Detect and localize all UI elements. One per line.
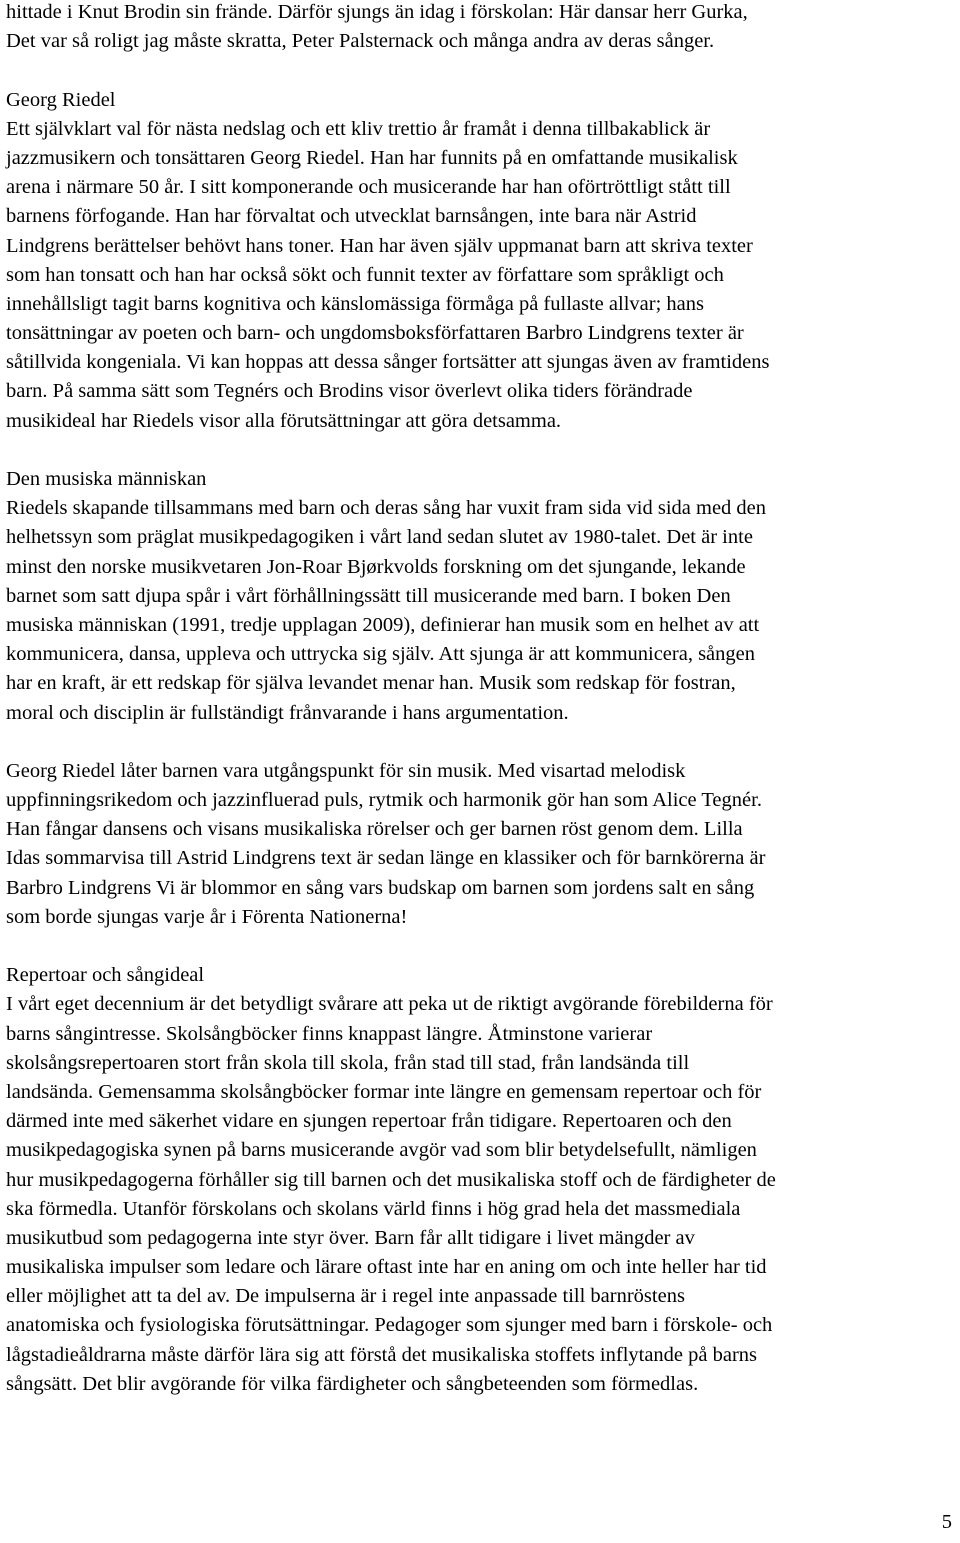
text-line: musiska människan (1991, tredje upplagan 2009), definierar han musik som en helhet av att [6,613,760,636]
text-line: minst den norske musikvetaren Jon-Roar Bjørkvolds forskning om det sjungande, lekande [6,555,746,578]
text-line: Han fångar dansens och visans musikaliska rörelser och ger barnen röst genom dem. Lilla [6,818,743,841]
section-heading: Repertoar och sångideal [6,964,205,987]
text-line: Georg Riedel låter barnen vara utgångspunkt för sin musik. Med visartad melodisk [6,759,686,782]
text-line: musikutbud som pedagogerna inte styr över. Barn får allt tidigare i livet mängder av [6,1226,695,1249]
text-line: barnens förfogande. Han har förvaltat och utvecklat barnsången, inte bara när Astrid [6,205,697,228]
section-den-musiska-manniskan [6,465,956,728]
paragraph-gap [6,728,956,757]
section-repertoar [6,961,956,1399]
text-line: anatomiska och fysiologiska förutsättningar. Pedagoger som sjunger med barn i förskole- och [6,1314,773,1337]
paragraph-gap [6,436,956,465]
text-line: hur musikpedagogerna förhåller sig till barnen och det musikaliska stoff och de färdigheter de [6,1168,776,1191]
text-line: Ett självklart val för nästa nedslag och ett kliv trettio år framåt i denna tillbakablick är [6,117,711,140]
document-page [6,0,956,1399]
section-heading: Den musiska människan [6,468,207,490]
text-line: Idas sommarvisa till Astrid Lindgrens text är sedan länge en klassiker och för barnkörerna är [6,847,766,870]
text-line: sångsätt. Det blir avgörande för vilka färdigheter och sångbeteenden som förmedlas. [6,1372,699,1395]
text-line: musikpedagogiska synen på barns musicerande avgör vad som blir betydelsefullt, nämligen [6,1139,757,1162]
paragraph-continuation [6,0,956,56]
text-line: barnet som satt djupa spår i vårt förhållningssätt till musicerande med barn. I boken Den [6,584,731,607]
text-line: landsända. Gemensamma skolsångböcker formar inte längre en gemensam repertoar och för [6,1080,762,1103]
page-number: 5 [941,1511,952,1533]
text-line: kommunicera, dansa, uppleva och uttrycka sig själv. Att sjunga är att kommunicera, sången [6,643,755,666]
text-line: Barbro Lindgrens Vi är blommor en sång vars budskap om barnen som jordens salt en sång [6,876,755,899]
section-heading: Georg Riedel [6,88,116,111]
text-line: som han tonsatt och han har också sökt och funnit texter av författare som språkligt och [6,263,724,286]
text-line: har en kraft, är ett redskap för själva levandet menar han. Musik som redskap för fostran, [6,672,736,695]
text-line: jazzmusikern och tonsättaren Georg Riedel. Han har funnits på en omfattande musikalisk [6,146,738,169]
text-line: arena i närmare 50 år. I sitt komponerande och musicerande har han oförtröttligt stått till [6,176,731,199]
section-georg-riedel [6,86,956,436]
text-line: Lindgrens berättelser behövt hans toner. Han har även själv uppmanat barn att skriva texter [6,234,753,257]
text-line: därmed inte med säkerhet vidare en sjungen repertoar från tidigare. Repertoaren och den [6,1110,732,1133]
text-line: uppfinningsrikedom och jazzinfluerad puls, rytmik och harmonik gör han som Alice Tegnér. [6,789,762,812]
text-line: moral och disciplin är fullständigt frånvarande i hans argumentation. [6,701,569,724]
paragraph-gap [6,932,956,961]
text-line: tonsättningar av poeten och barn- och ungdomsboksförfattaren Barbro Lindgrens texter är [6,322,744,345]
text-line: eller möjlighet att ta del av. De impulserna är i regel inte anpassade till barnröstens [6,1285,685,1308]
text-line: som borde sjungas varje år i Förenta Nationerna! [6,905,408,928]
text-line: lågstadieåldrarna måste därför lära sig att förstå det musikaliska stoffets inflytande på barns [6,1343,758,1366]
text-line: såtillvida kongeniala. Vi kan hoppas att dessa sånger fortsätter att sjungas även av framtidens [6,351,770,374]
text-line: hittade i Knut Brodin sin frände. Därför sjungs än idag i förskolan: Här dansar herr Gurka, [6,1,748,23]
text-line: I vårt eget decennium är det betydligt svårare att peka ut de riktigt avgörande förebilderna för [6,993,773,1016]
text-line: barns sångintresse. Skolsångböcker finns knappast längre. Åtminstone varierar [6,1022,653,1045]
paragraph-gap [6,56,956,85]
text-line: innehållsligt tagit barns kognitiva och känslomässiga förmåga på fullaste allvar; hans [6,292,704,315]
text-line: musikaliska impulser som ledare och lärare oftast inte har en aning om och inte heller har tid [6,1256,767,1279]
text-line: skolsångsrepertoaren stort från skola till skola, från stad till stad, från landsända till [6,1051,690,1074]
text-line: ska förmedla. Utanför förskolans och skolans värld finns i hög grad hela det massmediala [6,1197,741,1220]
text-line: Riedels skapande tillsammans med barn och deras sång har vuxit fram sida vid sida med den [6,497,767,520]
text-line: Det var så roligt jag måste skratta, Peter Palsternack och många andra av deras sånger. [6,30,715,53]
paragraph-riedel-barnen [6,757,956,932]
text-line: helhetssyn som präglat musikpedagogiken i vårt land sedan slutet av 1980-talet. Det är inte [6,526,753,549]
text-line: barn. På samma sätt som Tegnérs och Brodins visor överlevt olika tiders förändrade [6,380,693,403]
text-line: musikideal har Riedels visor alla förutsättningar att göra detsamma. [6,409,562,432]
